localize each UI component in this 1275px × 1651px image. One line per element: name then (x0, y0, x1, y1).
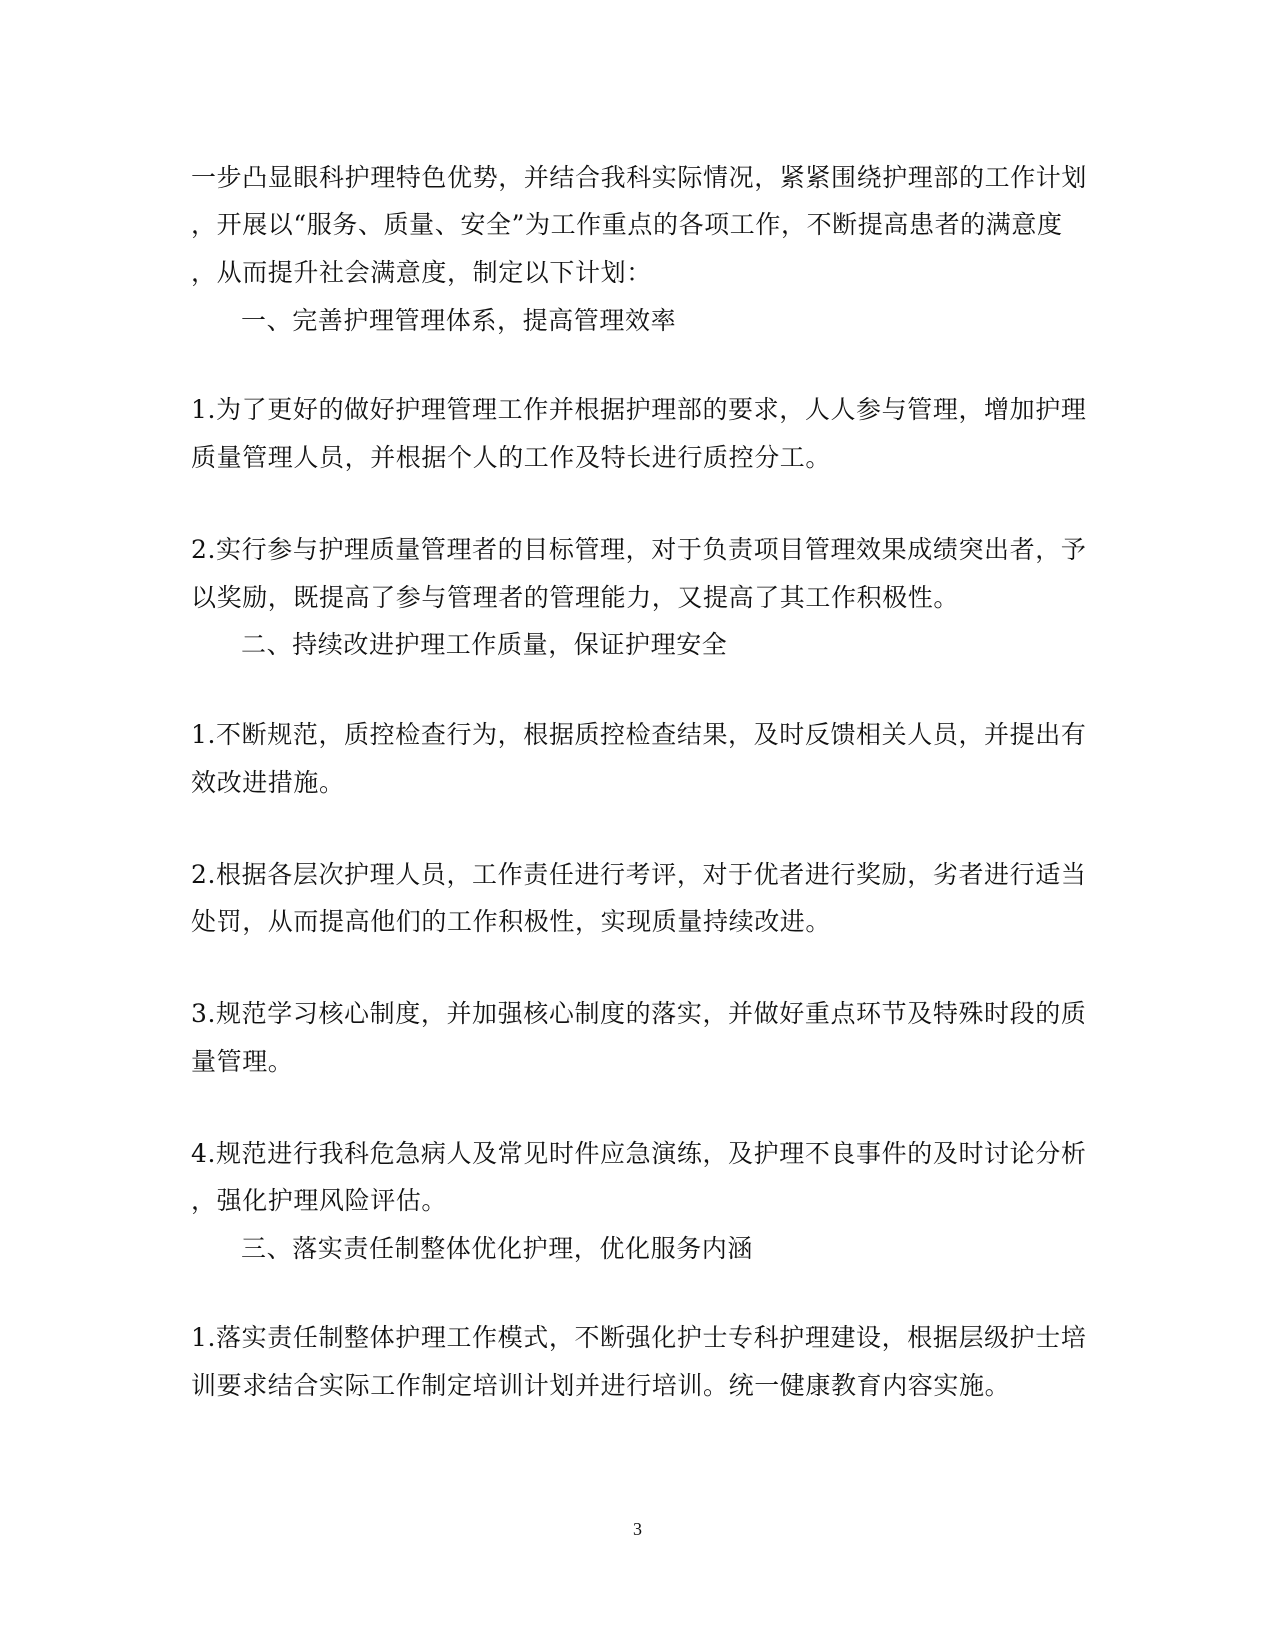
list-item-line: 量管理。 (191, 1047, 294, 1076)
section-heading: 一、完善护理管理体系，提高管理效率 (241, 306, 677, 335)
list-item-line: 效改进措施。 (191, 768, 345, 797)
list-item-line: 1.落实责任制整体护理工作模式，不断强化护士专科护理建设，根据层级护士培 (191, 1323, 1087, 1352)
list-item-line: ，强化护理风险评估。 (191, 1186, 448, 1215)
paragraph-line: ，开展以“服务、质量、安全”为工作重点的各项工作，不断提高患者的满意度 (191, 210, 1063, 239)
page-number: 3 (633, 1519, 642, 1539)
list-item-line: 4.规范进行我科危急病人及常见时件应急演练，及护理不良事件的及时讨论分析 (191, 1139, 1087, 1168)
list-item-line: 2.实行参与护理质量管理者的目标管理，对于负责项目管理效果成绩突出者，予 (191, 535, 1087, 564)
paragraph-line: 一步凸显眼科护理特色优势，并结合我科实际情况，紧紧围绕护理部的工作计划 (191, 163, 1088, 192)
list-item-line: 3.规范学习核心制度，并加强核心制度的落实，并做好重点环节及特殊时段的质 (191, 999, 1087, 1028)
list-item-line: 1.不断规范，质控检查行为，根据质控检查结果，及时反馈相关人员，并提出有 (191, 720, 1087, 749)
list-item-line: 处罚，从而提高他们的工作积极性，实现质量持续改进。 (191, 907, 832, 936)
section-heading: 二、持续改进护理工作质量，保证护理安全 (241, 630, 728, 659)
list-item-line: 1.为了更好的做好护理管理工作并根据护理部的要求，人人参与管理，增加护理 (191, 395, 1087, 424)
section-heading: 三、落实责任制整体优化护理，优化服务内涵 (241, 1234, 754, 1263)
list-item-line: 以奖励，既提高了参与管理者的管理能力，又提高了其工作积极性。 (191, 583, 960, 612)
list-item-line: 训要求结合实际工作制定培训计划并进行培训。统一健康教育内容实施。 (191, 1371, 1011, 1400)
list-item-line: 2.根据各层次护理人员，工作责任进行考评，对于优者进行奖励，劣者进行适当 (191, 860, 1087, 889)
list-item-line: 质量管理人员，并根据个人的工作及特长进行质控分工。 (191, 443, 832, 472)
paragraph-line: ，从而提升社会满意度，制定以下计划： (191, 258, 652, 287)
